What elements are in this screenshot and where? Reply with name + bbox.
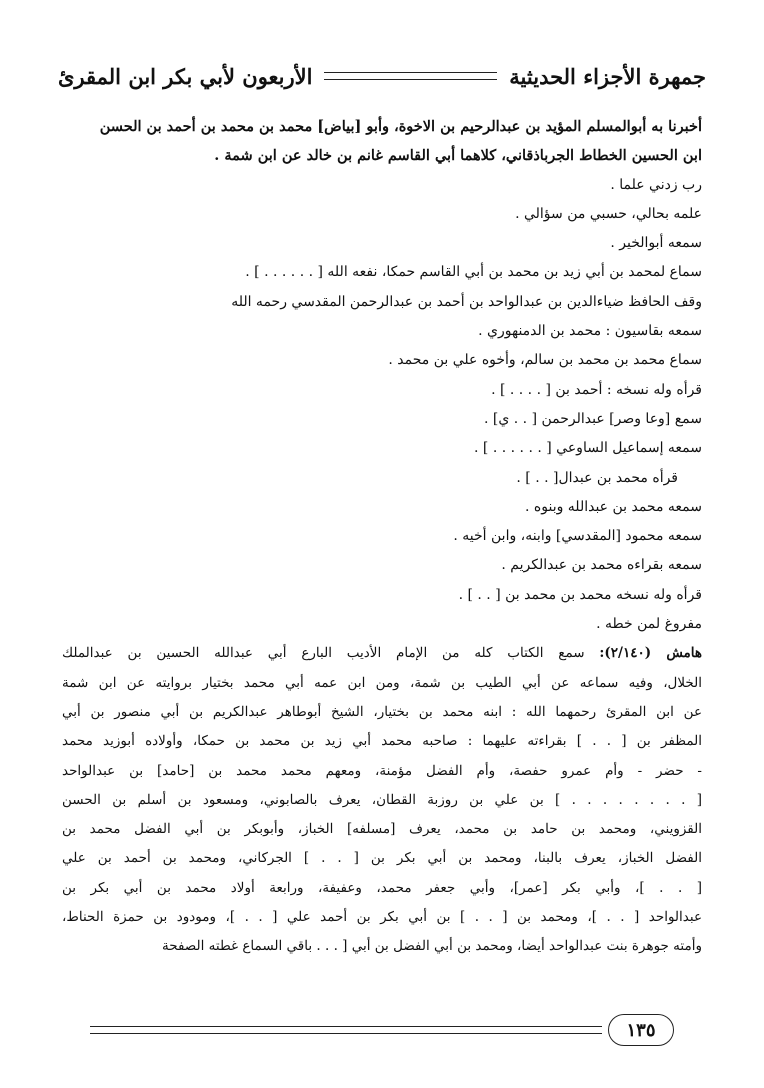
text-line: قرأه وله نسخه محمد بن محمد بن [ . . ] . bbox=[458, 586, 702, 603]
text-line: سمعه بقاسيون : محمد بن الدمنهوري . bbox=[478, 323, 702, 340]
text-line: سمعه محمود [المقدسي] وابنه، وابن أخيه . bbox=[453, 528, 702, 545]
page-number: ١٣٥ bbox=[608, 1014, 674, 1046]
part-title: الأربعون لأبي بكر ابن المقرئ bbox=[58, 63, 313, 89]
margin-note-line bbox=[62, 903, 702, 932]
text-line: سمع [وعا وصر] عبدالرحمن [ . . ي] . bbox=[484, 410, 702, 427]
text-line: قرأه محمد بن عبدال[ . . ] . bbox=[516, 469, 678, 486]
margin-note-line bbox=[62, 698, 702, 727]
margin-note-text: الفضل الخباز، يعرف بالبنا، ومحمد بن أبي بكر بن [ . . ] الجركاني، ومحمد بن أحمد بن علي bbox=[62, 850, 702, 867]
margin-note-text: سمع الكتاب كله من الإمام الأديب البارع أبي عبدالله الحسين بن عبدالملك bbox=[62, 645, 585, 662]
margin-note-text: [ . . ]، وأبي بكر [عمر]، وأبي جعفر محمد، وعفيفة، ورابعة أولاد محمد بن أبي بكر بن bbox=[62, 879, 702, 896]
footer-rule bbox=[90, 1026, 602, 1034]
margin-note-line bbox=[62, 786, 702, 815]
text-line: سمعه بقراءه محمد بن عبدالكريم . bbox=[501, 557, 702, 574]
margin-note-line bbox=[62, 844, 702, 873]
text-line: مفروغ لمن خطه . bbox=[596, 616, 702, 633]
margin-note-line bbox=[62, 932, 702, 961]
running-header bbox=[58, 56, 706, 96]
text-line: ابن الحسين الخطاط الجرباذقاني، كلاهما أبي القاسم غانم بن خالد عن ابن شمة . bbox=[214, 147, 702, 165]
margin-note bbox=[62, 639, 702, 961]
text-line: سماع محمد بن محمد بن سالم، وأخوه علي بن محمد . bbox=[388, 352, 702, 369]
text-line: قرأه وله نسخه : أحمد بن [ . . . . ] . bbox=[491, 381, 702, 398]
margin-note-text: [ . . . . . . . . ] بن علي بن روزبة القطان، يعرف بالصابوني، ومسعود بن أسلم بن الحسن bbox=[62, 791, 702, 808]
margin-note-text: القزويني، ومحمد بن حامد بن محمد، يعرف [مسلفه] الخباز، وأبوبكر بن أبي الفضل محمد بن bbox=[62, 821, 702, 838]
main-text bbox=[62, 112, 702, 639]
margin-note-text: عبدالواحد [ . . ]، ومحمد بن [ . . ] بن أبي بكر بن أحمد علي [ . . ]، ومودود بن حمزة الحناط، bbox=[62, 909, 702, 926]
text-line: سمعه أبوالخير . bbox=[610, 235, 702, 252]
margin-note-text: عن ابن المقرئ رحمهما الله : ابنه محمد بن بختيار، الشيخ أبوطاهر عبدالكريم بن أبي منصور بن أبي bbox=[62, 703, 702, 720]
text-line: سمعه محمد بن عبدالله وبنوه . bbox=[525, 498, 702, 515]
text-line: أخبرنا به أبوالمسلم المؤيد بن عبدالرحيم بن الاخوة، وأبو [بياض] محمد بن محمد بن أحمد بن الحسن bbox=[99, 118, 702, 135]
margin-note-line bbox=[62, 815, 702, 844]
text-line: رب زدني علما . bbox=[610, 176, 702, 193]
margin-note-label: هامش (٢/١٤٠): bbox=[599, 645, 702, 662]
margin-note-line bbox=[62, 727, 702, 756]
margin-note-line bbox=[62, 757, 702, 786]
text-line: سمعه إسماعيل الساوعي [ . . . . . . ] . bbox=[474, 440, 702, 457]
text-line: سماع لمحمد بن أبي زيد بن محمد بن أبي القاسم حمكا، نفعه الله [ . . . . . . ] . bbox=[245, 264, 702, 281]
margin-note-text: وأمته جوهرة بنت عبدالواحد أيضا، ومحمد بن أبي الفضل بن أبي [ . . . باقي السماع غطته الصفحة bbox=[162, 938, 702, 955]
margin-note-text: المظفر بن [ . . ] بقراءته عليهما : صاحبه محمد أبي زيد بن محمد بن حمكا، وأولاده أبوزيد محمد bbox=[62, 733, 702, 750]
book-title: جمهرة الأجزاء الحديثية bbox=[509, 63, 706, 89]
header-rule bbox=[324, 72, 497, 80]
margin-note-line bbox=[62, 639, 702, 668]
margin-note-line bbox=[62, 874, 702, 903]
text-line: علمه بحالي، حسبي من سؤالي . bbox=[515, 205, 702, 222]
margin-note-text: - حضر - وأم عمرو حفصة، وأم الفضل مؤمنة، ومعهم محمد محمد بن [حامد] بن عبدالواحد bbox=[62, 762, 702, 779]
page-body bbox=[62, 112, 702, 962]
margin-note-text: الخلال، وفيه سماعه عن أبي الطيب بن شمة، ومن ابن عمه أبي محمد بختيار بروايته عن ابن شمة bbox=[62, 674, 702, 691]
page-footer bbox=[90, 1012, 674, 1048]
text-line: وقف الحافظ ضياءالدين بن عبدالواحد بن أحمد بن عبدالرحمن المقدسي رحمه الله bbox=[231, 293, 702, 310]
margin-note-line bbox=[62, 669, 702, 698]
